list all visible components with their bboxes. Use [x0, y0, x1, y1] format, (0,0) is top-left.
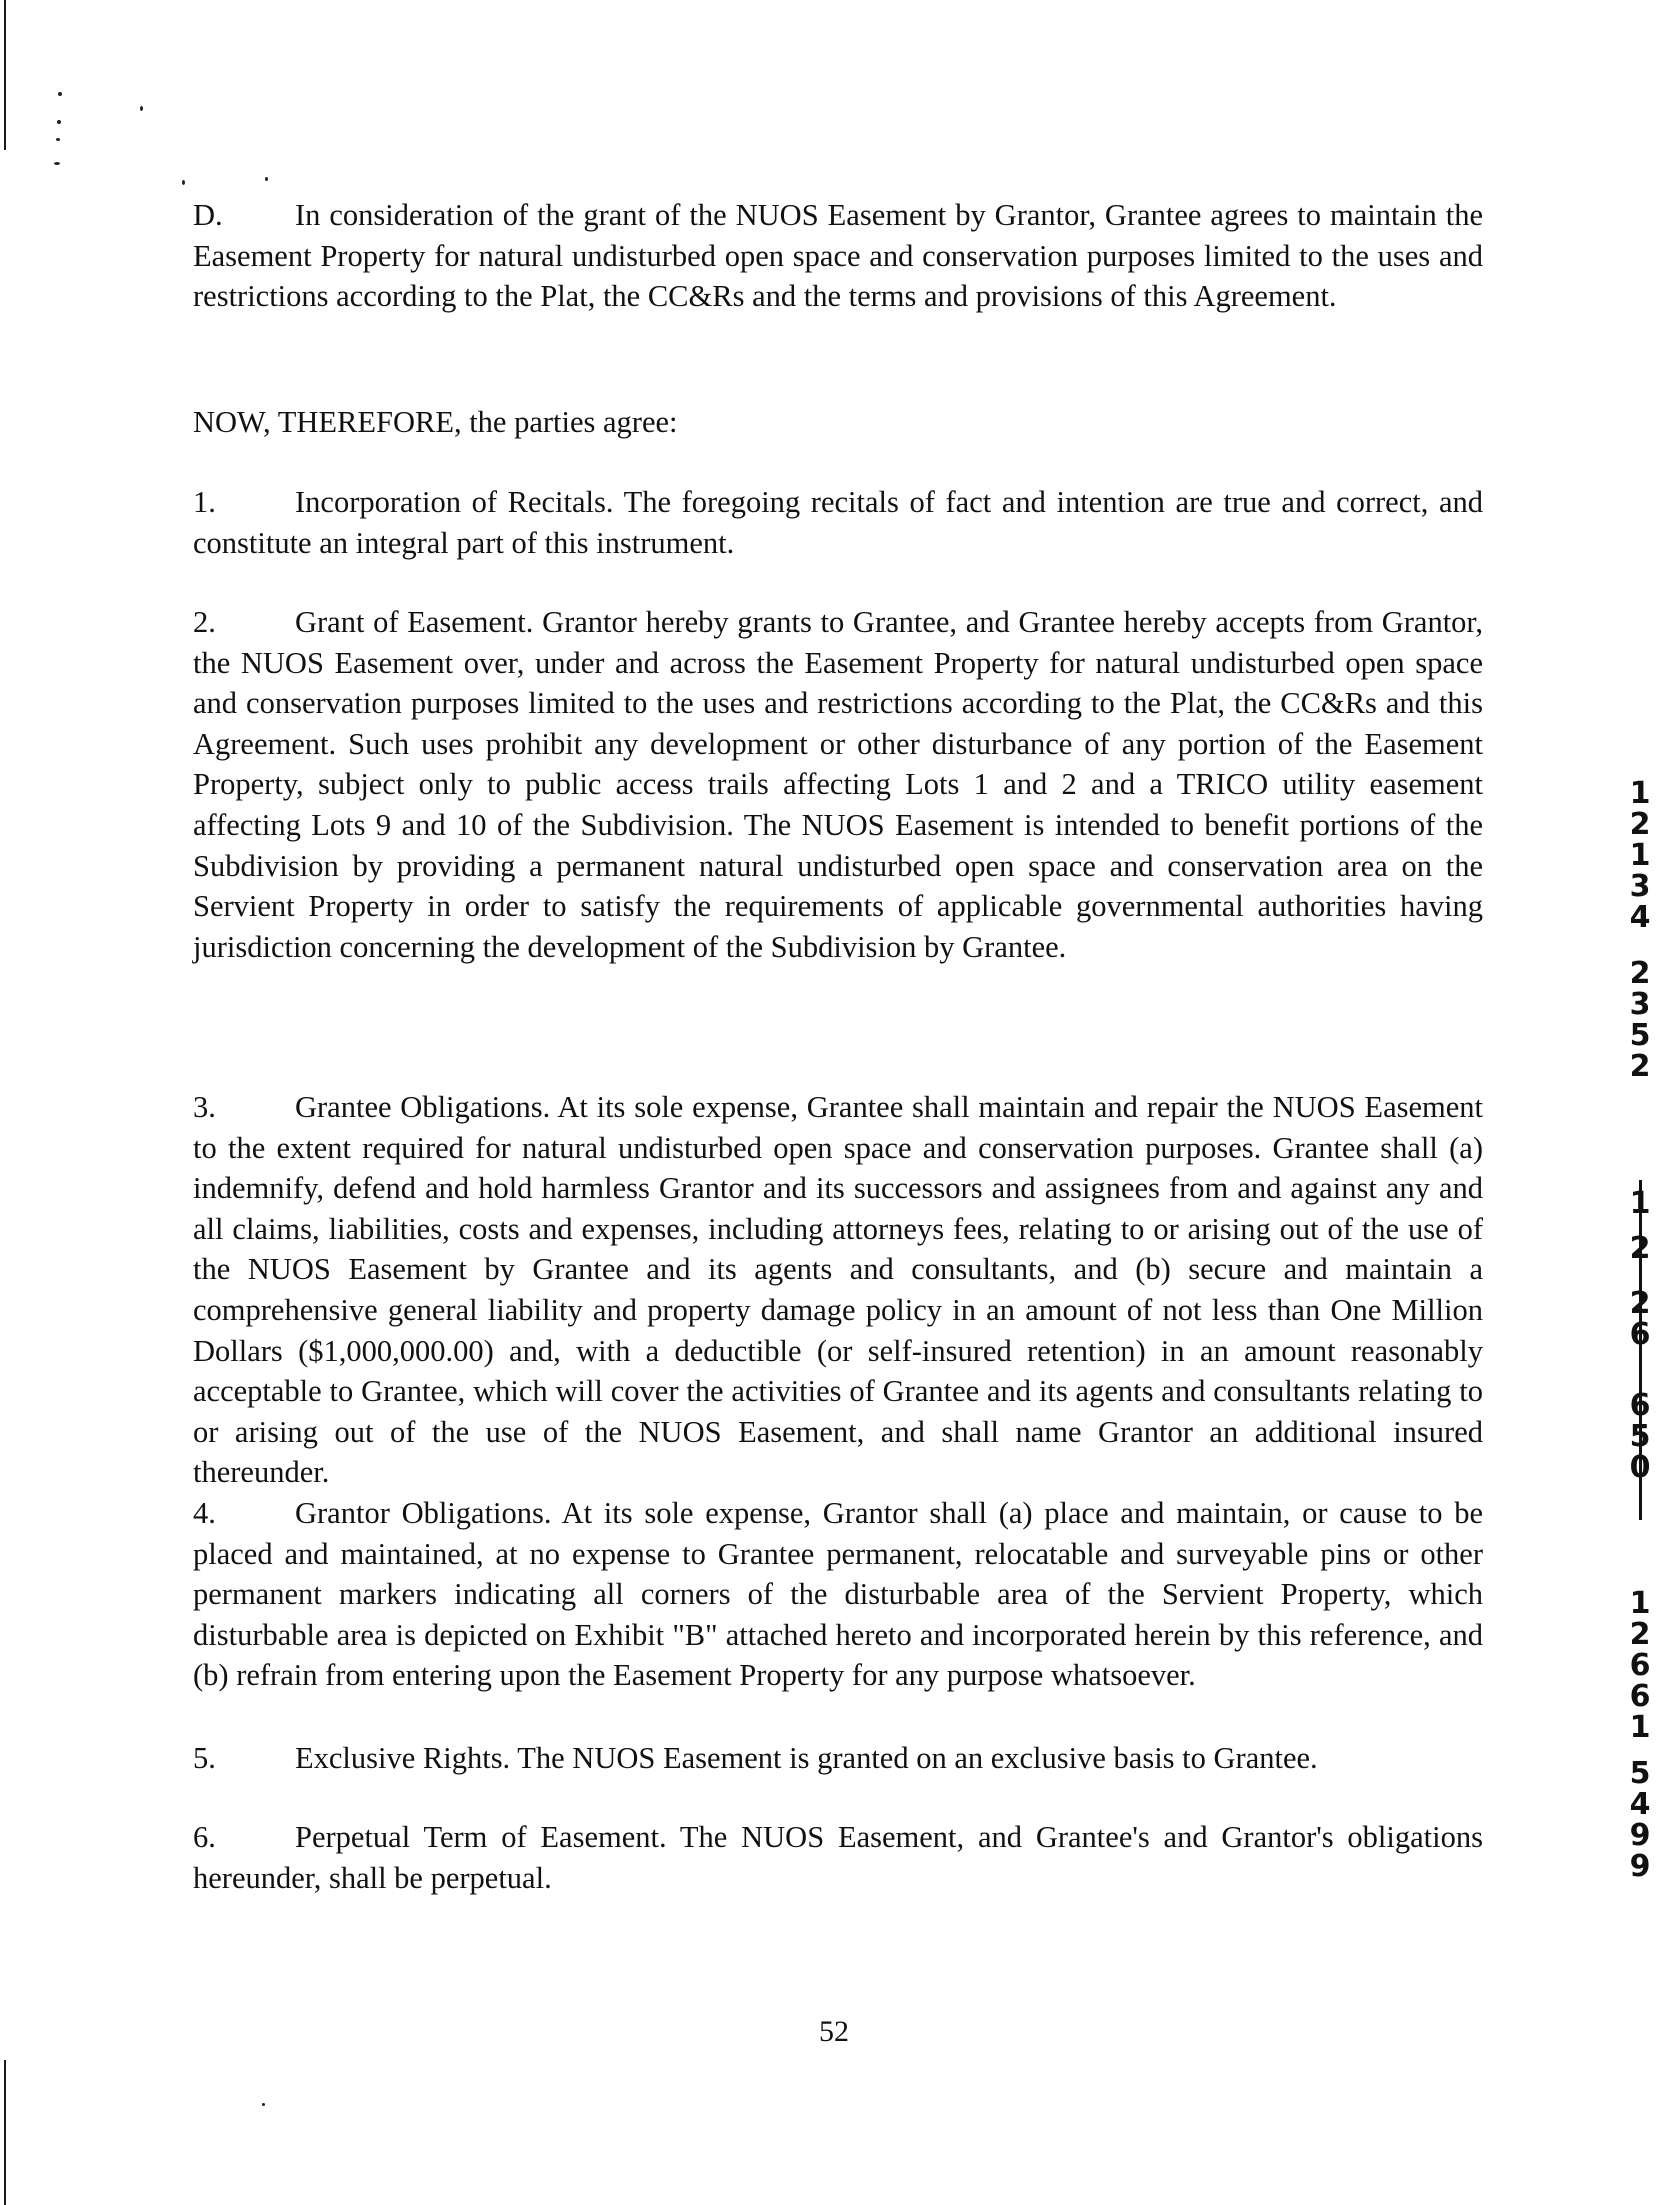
- paragraph-text: NOW, THEREFORE, the parties agree:: [193, 405, 678, 439]
- section-4: [193, 1493, 1483, 1696]
- grant-of-easement: [193, 602, 1483, 967]
- stamp-digit: 2: [1629, 956, 1651, 991]
- stamp-digit: 1: [1629, 776, 1651, 811]
- scan-speck: [58, 92, 62, 96]
- scan-speck: [182, 180, 185, 185]
- grantor-obligations: [193, 1493, 1483, 1696]
- scan-speck: [54, 162, 60, 165]
- stamp-digit: 5: [1629, 1419, 1651, 1454]
- paragraph-text: Incorporation of Recitals. The foregoing recitals of fact and intention are true and correct, and constitute an integral part of this instrument.: [193, 485, 1483, 560]
- incorporation-of-recitals: [193, 482, 1483, 563]
- section-1: [193, 482, 1483, 563]
- recorder-stamp-4: [1620, 1588, 1660, 1743]
- stamp-digit: 1: [1629, 1586, 1651, 1621]
- stamp-digit: 1: [1629, 1186, 1651, 1221]
- paragraph-number: 4.: [193, 1496, 216, 1530]
- stamp-digit: 6: [1629, 1679, 1651, 1714]
- paragraph-number: 1.: [193, 485, 216, 519]
- section-6: [193, 1817, 1483, 1898]
- agreement-body: [193, 195, 1483, 317]
- paragraph-number: 5.: [193, 1741, 216, 1775]
- exclusive-rights: [193, 1738, 1483, 1779]
- stamp-digit: 4: [1629, 900, 1651, 935]
- recorder-stamp-3: [1620, 1188, 1660, 1483]
- page-number: 52: [819, 2015, 849, 2048]
- stamp-digit: 3: [1629, 987, 1651, 1022]
- stamp-digit: 3: [1629, 869, 1651, 904]
- perpetual-term: [193, 1817, 1483, 1898]
- stamp-digit: 4: [1629, 1787, 1651, 1822]
- stamp-digit: 2: [1629, 1617, 1651, 1652]
- scan-speck: [262, 2103, 265, 2106]
- recorder-stamp-2: [1620, 958, 1660, 1082]
- agreement-intro: [193, 402, 1483, 443]
- scan-speck: [56, 138, 60, 141]
- stamp-digit: 2: [1629, 1049, 1651, 1084]
- paragraph-text: Exclusive Rights. The NUOS Easement is granted on an exclusive basis to Grantee.: [295, 1741, 1318, 1775]
- scan-edge-line-bottom: [4, 2060, 6, 2205]
- scan-speck: [140, 106, 143, 111]
- section-2: [193, 602, 1483, 967]
- stamp-digit: 9: [1629, 1818, 1651, 1853]
- paragraph-number: D.: [193, 198, 223, 232]
- recital-d: [193, 195, 1483, 317]
- stamp-digit: 5: [1629, 1756, 1651, 1791]
- paragraph-text: Grantee Obligations. At its sole expense, Grantee shall maintain and repair the NUOS Easement to the extent required for natural undisturbed open space and conservation purposes. Grantee shall (a) indemnify, defend and hold harmless Grantor and its successors and assignees from and against any and all claims, liabilities, costs and expenses, including attorneys fees, relating to or arising out of the use of the NUOS Easement by Grantee and its agents and consultants, and (b) secure and maintain a comprehensive general liability and property damage policy in an amount of not less than One Million Dollars ($1,000,000.00) and, with a deductible (or self-insured retention) in an amount reasonably acceptable to Grantee, which will cover the activities of Grantee and its agents and consultants relating to or arising out of the use of the NUOS Easement, and shall name Grantor an additional insured thereunder.: [193, 1090, 1483, 1490]
- stamp-digit: 2: [1629, 1231, 1651, 1266]
- paragraph-number: 2.: [193, 605, 216, 639]
- stamp-digit: 9: [1629, 1849, 1651, 1884]
- scan-speck: [265, 177, 268, 181]
- stamp-digit: 6: [1629, 1317, 1651, 1352]
- recorder-stamp-1: [1620, 778, 1660, 933]
- scan-speck: [57, 120, 61, 124]
- stamp-digit: 6: [1629, 1648, 1651, 1683]
- scan-edge-line-top: [4, 0, 6, 150]
- paragraph-text: Grant of Easement. Grantor hereby grants to Grantee, and Grantee hereby accepts from Grantor, the NUOS Easement over, under and across the Easement Property for natural undisturbed open space and conservation purposes limited to the uses and restrictions according to the Plat, the CC&Rs and this Agreement. Such uses prohibit any development or other disturbance of any portion of the Easement Property, subject only to public access trails affecting Lots 1 and 2 and a TRICO utility easement affecting Lots 9 and 10 of the Subdivision. The NUOS Easement is intended to benefit portions of the Subdivision by providing a permanent natural undisturbed open space and conservation area on the Servient Property in order to satisfy the requirements of applicable governmental authorities having jurisdiction concerning the development of the Subdivision by Grantee.: [193, 605, 1483, 964]
- stamp-digit: 5: [1629, 1018, 1651, 1053]
- stamp-digit: 1: [1629, 838, 1651, 873]
- paragraph-text: Perpetual Term of Easement. The NUOS Easement, and Grantee's and Grantor's obligations hereunder, shall be perpetual.: [193, 1820, 1483, 1895]
- paragraph-number: 3.: [193, 1090, 216, 1124]
- parties-agree-line: [193, 402, 1483, 443]
- stamp-digit: 2: [1629, 807, 1651, 842]
- paragraph-text: Grantor Obligations. At its sole expense, Grantor shall (a) place and maintain, or cause to be placed and maintained, at no expense to Grantee permanent, relocatable and surveyable pins or other permanent markers indicating all corners of the disturbable area of the Servient Property, which disturbable area is depicted on Exhibit "B" attached hereto and incorporated herein by this reference, and (b) refrain from entering upon the Easement Property for any purpose whatsoever.: [193, 1496, 1483, 1693]
- recorder-stamp-5: [1620, 1758, 1660, 1882]
- stamp-digit: 6: [1629, 1388, 1651, 1423]
- paragraph-text: In consideration of the grant of the NUOS Easement by Grantor, Grantee agrees to maintain the Easement Property for natural undisturbed open space and conservation purposes limited to the uses and restrictions according to the Plat, the CC&Rs and the terms and provisions of this Agreement.: [193, 198, 1483, 314]
- paragraph-number: 6.: [193, 1820, 216, 1854]
- stamp-digit: 1: [1629, 1710, 1651, 1745]
- stamp-digit: 2: [1629, 1286, 1651, 1321]
- stamp-digit: 0: [1629, 1450, 1651, 1485]
- grantee-obligations: [193, 1087, 1483, 1493]
- section-5: [193, 1738, 1483, 1779]
- section-3: [193, 1087, 1483, 1493]
